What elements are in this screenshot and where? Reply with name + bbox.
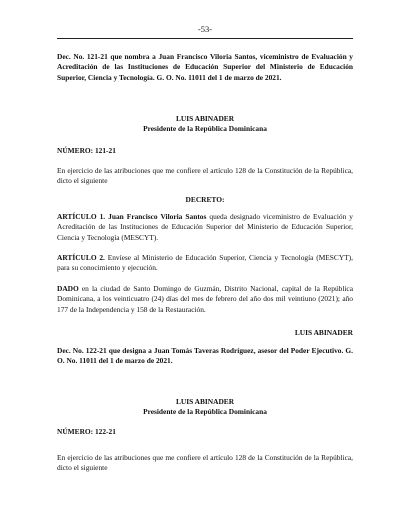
decree-121-preamble: En ejercicio de las atribuciones que me confiere el artículo 128 de la Constitución de la República, dicto el siguiente [57, 166, 353, 186]
dado-text: en la ciudad de Santo Domingo de Guzmán, Distrito Nacional, capital de la República Dominicana, a los veinticuatro (24) días del mes de febrero del año dos mil veintiuno (2021); año 177 de la Independencia y 158 de la Restauración. [57, 284, 353, 314]
decree-122-preamble: En ejercicio de las atribuciones que me confiere el artículo 128 de la Constitución de la República, dicto el siguiente [57, 453, 353, 473]
decree-122-signer-title: Presidente de la República Dominicana [143, 407, 267, 416]
decree-122-signer-name: LUIS ABINADER [175, 397, 235, 406]
decree-121-dado [57, 284, 353, 315]
decree-121-article-1 [57, 212, 353, 243]
decree-121-article-2 [57, 253, 353, 274]
article-1-label: ARTÍCULO 1. [57, 212, 106, 221]
header-rule [57, 38, 353, 39]
article-1-text: queda designado viceministro de Evaluación y Acreditación de las Instituciones de Educación Superior del Ministerio de Educación Superior, Ciencia y Tecnología (MESCYT). [57, 212, 353, 242]
article-2-label: ARTÍCULO 2. [57, 253, 105, 262]
decree-122-number: NÚMERO: 122-21 [57, 427, 116, 436]
article-1-name: Juan Francisco Viloria Santos [108, 212, 207, 221]
decree-121-signer-name: LUIS ABINADER [175, 114, 235, 123]
dado-label: DADO [57, 284, 79, 293]
decree-121-signer-title: Presidente de la República Dominicana [143, 124, 267, 133]
decree-121-heading: DECRETO: [185, 195, 225, 204]
decree-121-number: NÚMERO: 121-21 [57, 146, 116, 155]
article-2-text: Envíese al Ministerio de Educación Superior, Ciencia y Tecnología (MESCYT), para su conocimiento y ejecución. [57, 253, 353, 273]
decree-122-header: Dec. No. 122-21 que designa a Juan Tomás Taveras Rodríguez, asesor del Poder Ejecutivo. G. O. No. 11011 del 1 de marzo de 2021. [57, 346, 353, 366]
decree-121-signature: LUIS ABINADER [294, 328, 353, 337]
page-number: -53- [197, 24, 213, 34]
decree-121-header: Dec. No. 121-21 que nombra a Juan Francisco Viloria Santos, viceministro de Evaluación y Acreditación de las Instituciones de Educación Superior del Ministerio de Educación Superior, Ciencia y Tecnología. G. O. No. 11011 del 1 de marzo de 2021. [57, 52, 353, 82]
